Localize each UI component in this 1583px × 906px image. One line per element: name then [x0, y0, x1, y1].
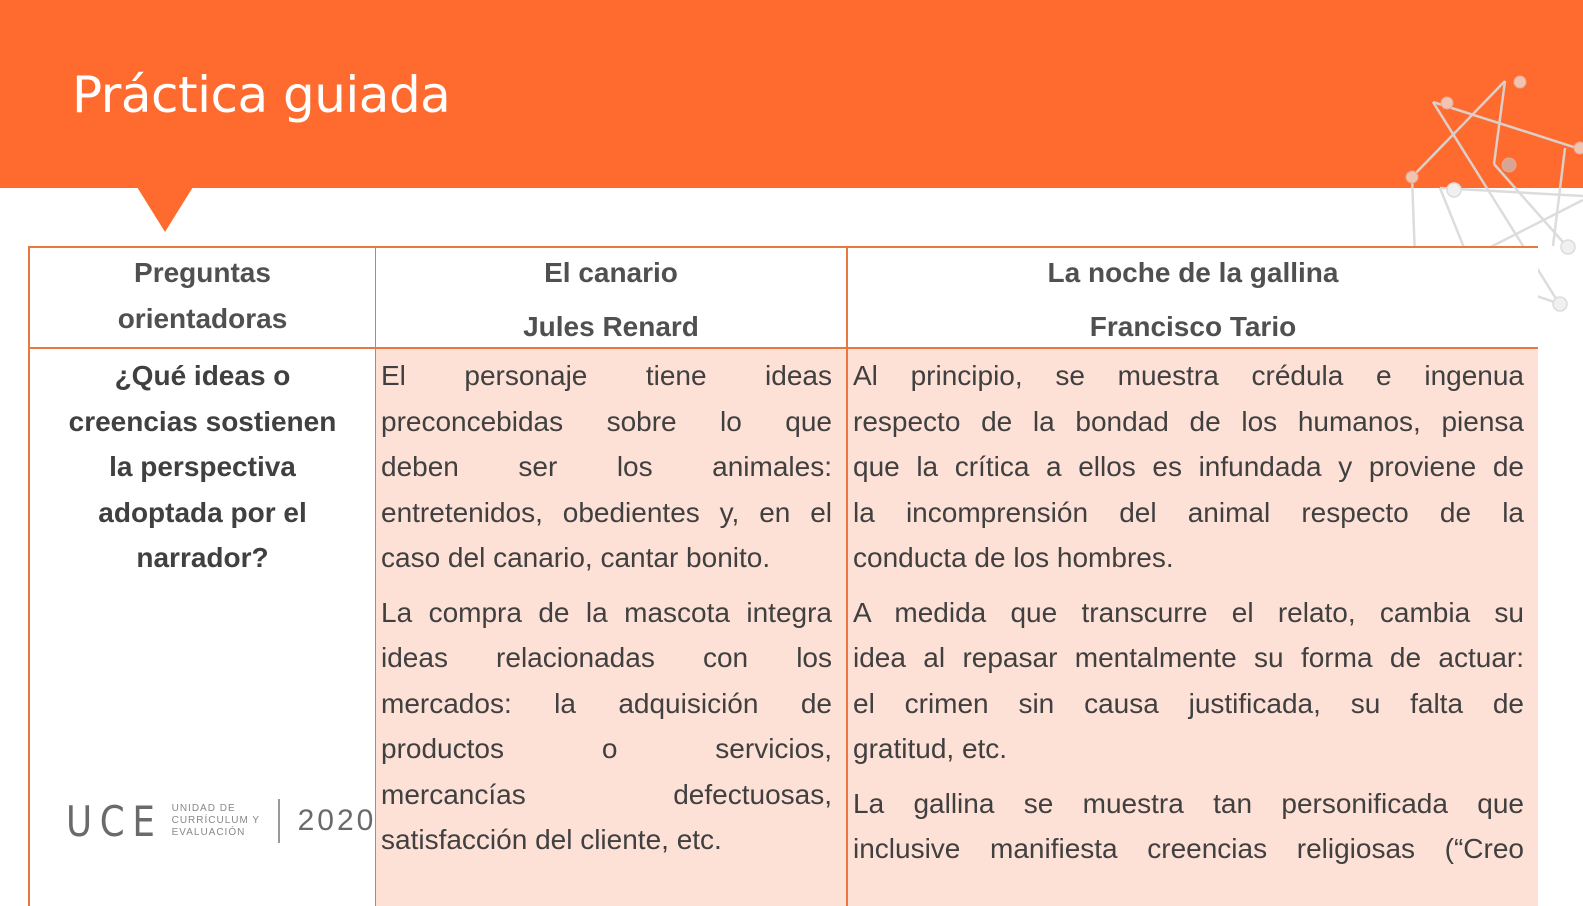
header-cell-el-canario	[376, 248, 846, 349]
logo-divider	[278, 799, 280, 843]
canario-cell	[376, 349, 846, 906]
question-line: creencias sostienen	[68, 405, 337, 437]
answer-line: La gallina se muestra tan personificada que	[853, 787, 1524, 819]
logo-mark: UCE	[66, 796, 163, 846]
answer-paragraph	[381, 590, 832, 863]
banner-pointer	[137, 187, 193, 232]
uce-logo	[66, 796, 376, 846]
column-el-canario	[376, 248, 848, 906]
answer-line: conducta de los hombres.	[853, 542, 1174, 573]
answer-paragraph	[853, 590, 1524, 772]
question-line: la perspectiva	[109, 451, 296, 482]
question-line: narrador?	[136, 542, 269, 573]
answer-line: el crimen sin causa justificada, su falta de	[853, 687, 1524, 719]
answer-line: deben ser los animales:	[381, 451, 832, 482]
answer-line: entretenidos, obedientes y, en el	[381, 496, 832, 528]
answer-line: caso del canario, cantar bonito.	[381, 542, 771, 573]
logo-year: 2020	[297, 804, 377, 837]
header-cell-questions	[30, 248, 375, 349]
answer-paragraph	[853, 353, 1524, 581]
story-title: El canario	[544, 257, 678, 288]
answer-line: La compra de la mascota integra	[381, 596, 832, 628]
answer-line: la incomprensión del animal respecto de la	[853, 496, 1524, 528]
logo-subtitle-line: CURRÍCULUM Y	[171, 815, 261, 826]
question-line: ¿Qué ideas o	[114, 360, 291, 391]
answer-line: mercancías defectuosas,	[381, 778, 832, 810]
header-cell-gallina	[848, 248, 1538, 349]
answer-line: respecto de la bondad de los humanos, piensa	[853, 405, 1524, 437]
gallina-cell	[848, 349, 1538, 906]
answer-line: preconcebidas sobre lo que	[381, 405, 832, 437]
answer-paragraph	[381, 353, 832, 581]
answer-paragraph	[853, 781, 1524, 872]
gallina-answer	[848, 349, 1538, 872]
logo-subtitle	[172, 803, 272, 839]
header-text: orientadoras	[117, 303, 288, 334]
answer-line: gratitud, etc.	[853, 733, 1008, 764]
answer-line: ideas relacionadas con los	[381, 642, 832, 673]
answer-line: El personaje tiene ideas	[381, 360, 832, 391]
answer-line: idea al repasar mentalmente su forma de actuar:	[853, 642, 1524, 673]
logo-subtitle-line: UNIDAD DE	[171, 803, 236, 814]
answer-line: A medida que transcurre el relato, cambia su	[853, 596, 1524, 628]
column-la-noche-de-la-gallina	[848, 248, 1538, 906]
slide-title: Práctica guiada	[72, 66, 451, 124]
story-title: La noche de la gallina	[1047, 257, 1339, 288]
story-author: Francisco Tario	[1089, 311, 1297, 342]
answer-line: productos o servicios,	[381, 733, 832, 764]
answer-line: Al principio, se muestra crédula e ingenua	[853, 360, 1524, 391]
header-text: Preguntas	[134, 257, 271, 288]
answer-line: mercados: la adquisición de	[381, 687, 832, 719]
logo-subtitle-line: EVALUACIÓN	[171, 827, 246, 838]
answer-line: que la crítica a ellos es infundada y proviene de	[853, 451, 1524, 482]
answer-line: satisfacción del cliente, etc.	[381, 824, 722, 855]
question-text	[30, 349, 375, 581]
question-line: adoptada por el	[98, 496, 307, 528]
story-author: Jules Renard	[523, 311, 699, 342]
answer-line: inclusive manifiesta creencias religiosas (“Creo	[853, 833, 1524, 864]
canario-answer	[376, 349, 846, 863]
